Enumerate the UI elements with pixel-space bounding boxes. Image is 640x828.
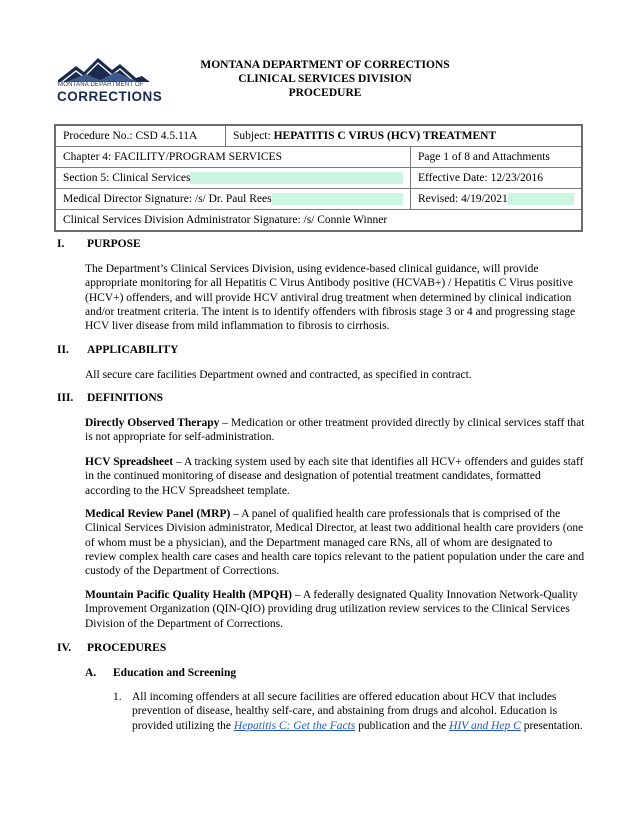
effective-date-cell: Effective Date: 12/23/2016 [411, 168, 583, 189]
hiv-hep-c-link[interactable]: HIV and Hep C [449, 719, 521, 732]
subject-label: Subject: [233, 130, 274, 142]
header-title-division: CLINICAL SERVICES DIVISION [238, 73, 412, 85]
header-title-procedure: PROCEDURE [288, 87, 362, 99]
definition-text: – A panel of qualified health care professionals that is comprised of the Clinical Services Division administrator, Medical Director, at least two additional health care providers (one of whom must be a physician), and the Department managed care RNs, all of whom are designated to review complex health care cases and health care topics relevant to the patient population under the care and custody of the Department of Corrections. [85, 508, 585, 578]
item-text: presentation. [520, 719, 583, 732]
applicability-paragraph: All secure care facilities Department owned and contracted, as specified in contract. [85, 369, 472, 381]
section-text: Section 5: Clinical Services [63, 172, 191, 184]
document-header [160, 58, 490, 100]
mountain-logo-icon [56, 54, 152, 84]
section-title: PURPOSE [87, 238, 141, 250]
section-number: IV. [57, 642, 72, 654]
hepatitis-c-facts-link[interactable]: Hepatitis C: Get the Facts [233, 719, 356, 732]
section-title: DEFINITIONS [87, 392, 164, 404]
procedure-number-cell: Procedure No.: CSD 4.5.11A [55, 125, 226, 147]
chapter-cell: Chapter 4: FACILITY/PROGRAM SERVICES [55, 147, 411, 168]
section-cell [55, 168, 411, 189]
definition-term: Medical Review Panel (MRP) [85, 508, 231, 520]
section-title: PROCEDURES [87, 642, 167, 654]
definition-term: Mountain Pacific Quality Health (MPQH) [85, 589, 292, 601]
definition-mpqh [85, 588, 585, 631]
list-item-number: 1. [113, 691, 122, 703]
highlight-block [190, 172, 403, 184]
subject-cell [226, 125, 583, 147]
subsection-title: Education and Screening [113, 667, 237, 679]
administrator-signature-cell: Clinical Services Division Administrator Signature: /s/ Connie Winner [55, 210, 582, 232]
page-count-cell: Page 1 of 8 and Attachments [411, 147, 583, 168]
highlight-block [272, 193, 403, 205]
subsection-letter: A. [85, 667, 97, 679]
section-number: III. [57, 392, 74, 404]
revised-date-cell [411, 189, 583, 210]
section-heading-procedures [57, 641, 166, 655]
education-list-item [132, 690, 584, 733]
item-text: All incoming offenders at all secure facilities are offered education about HCV that includes prevention of disease, healthy self-care, and abstaining from drugs and alcohol. Education is provided utilizing the [132, 691, 558, 732]
item-text: publication and the [355, 719, 450, 732]
definition-term: Directly Observed Therapy [85, 417, 220, 429]
highlight-block [508, 193, 574, 205]
section-heading-applicability [57, 343, 178, 357]
section-title: APPLICABILITY [87, 344, 179, 356]
subject-value: HEPATITIS C VIRUS (HCV) TREATMENT [273, 130, 497, 142]
procedure-info-table [54, 124, 583, 232]
logo-main-text: CORRECTIONS [57, 89, 163, 104]
definition-text: – A federally designated Quality Innovation Network-Quality Improvement Organization (QIN-QIO) providing drug utilization review services to the Clinical Services Division of the Department of Corrections. [85, 589, 578, 630]
section-heading-purpose [57, 237, 141, 251]
purpose-paragraph: The Department’s Clinical Services Division, using evidence-based clinical guidance, will provide appropriate monitoring for all Hepatitis C Virus Antibody positive (HCVAB+) / Hepatitis C Virus positive (HCV+) offenders, and will provide HCV antiviral drug treatment when determined by clinical indication and/or treatment criteria. The intent is to identify offenders with fibrosis stage 3 or 4 and progressing stage HCV liver disease from mild inflammation to fibrosis to cirrhosis. [85, 263, 576, 333]
subsection-heading-education [85, 666, 236, 680]
definition-hcv-spreadsheet [85, 455, 585, 498]
department-logo [56, 54, 163, 106]
medical-director-signature-cell [55, 189, 411, 210]
definition-text: – A tracking system used by each site that identifies all HCV+ offenders and guides staff in the continued monitoring of disease and designation of potential treatment candidates, formatted according to the HCV Spreadsheet template. [85, 456, 584, 497]
definition-term: HCV Spreadsheet [85, 456, 174, 468]
section-number: II. [57, 344, 69, 356]
section-heading-definitions [57, 391, 163, 405]
definition-text: – Medication or other treatment provided directly by clinical services staff that is not appropriate for self-administration. [85, 417, 585, 444]
section-number: I. [57, 238, 65, 250]
definition-medical-review-panel [85, 507, 585, 578]
logo-top-text: MONTANA DEPARTMENT OF [58, 82, 144, 88]
medical-director-signature-text: Medical Director Signature: /s/ Dr. Paul Rees [63, 193, 272, 205]
header-title-department: MONTANA DEPARTMENT OF CORRECTIONS [200, 59, 450, 71]
definition-directly-observed-therapy [85, 416, 585, 445]
revised-date-text: Revised: 4/19/2021 [418, 193, 508, 205]
